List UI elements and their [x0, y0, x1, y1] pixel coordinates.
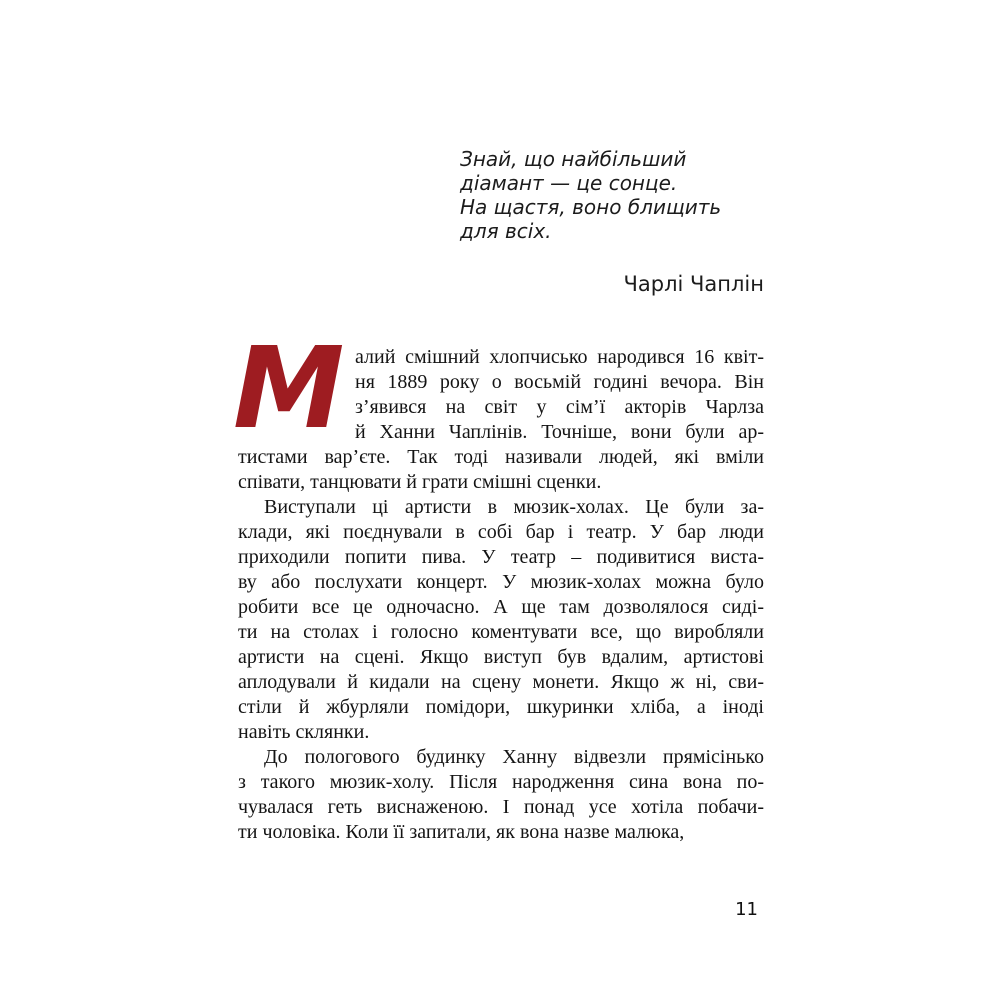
body-line: приходили попити пива. У театр – подивитися виста-	[238, 546, 764, 568]
body-line: навіть склянки.	[238, 721, 370, 743]
body-line: алий смішний хлопчисько народився 16 квіт-	[355, 346, 764, 368]
body-line: аплодували й кидали на сцену монети. Якщо ж ні, сви-	[238, 671, 764, 693]
body-line: ву або послухати концерт. У мюзик-холах можна було	[238, 571, 764, 593]
body-line: з такого мюзик-холу. Після народження сина вона по-	[238, 771, 764, 793]
epigraph-line: На щастя, воно блищить	[460, 195, 722, 219]
epigraph-line: для всіх.	[460, 219, 552, 243]
page-number: 11	[735, 899, 758, 920]
body-line: й Ханни Чаплінів. Точніше, вони були ар-	[355, 421, 764, 443]
body-line: До пологового будинку Ханну відвезли прямісінько	[264, 746, 764, 768]
body-line: клади, які поєднували в собі бар і театр. У бар люди	[238, 521, 764, 543]
body-line: тистами вар’єте. Так тоді називали людей, які вміли	[238, 446, 764, 468]
body-line: ти чоловіка. Коли її запитали, як вона назве малюка,	[238, 821, 685, 843]
body-line: з’явився на світ у сім’ї акторів Чарлза	[355, 396, 764, 418]
body-line: чувалася геть виснаженою. І понад усе хотіла побачи-	[238, 796, 764, 818]
body-line: ня 1889 року о восьмій годині вечора. Він	[355, 371, 764, 393]
body-line: ти на столах і голосно коментувати все, що виробляли	[238, 621, 764, 643]
body-line: робити все це одночасно. А ще там дозволялося сиді-	[238, 596, 764, 618]
body-line: Виступали ці артисти в мюзик-холах. Це були за-	[264, 496, 764, 518]
dropcap-letter: М	[233, 324, 345, 454]
body-line: артисти на сцені. Якщо виступ був вдалим, артистові	[238, 646, 764, 668]
epigraph-line: Знай, що найбільший	[460, 147, 687, 171]
body-text	[233, 324, 764, 845]
body-line: співати, танцювати й грати смішні сценки.	[238, 471, 602, 493]
epigraph	[460, 147, 780, 243]
epigraph-line: діамант — це сонце.	[460, 171, 678, 195]
epigraph-attribution: Чарлі Чаплін	[623, 272, 764, 296]
body-line: стіли й жбурляли помідори, шкуринки хліба, а іноді	[238, 696, 764, 718]
